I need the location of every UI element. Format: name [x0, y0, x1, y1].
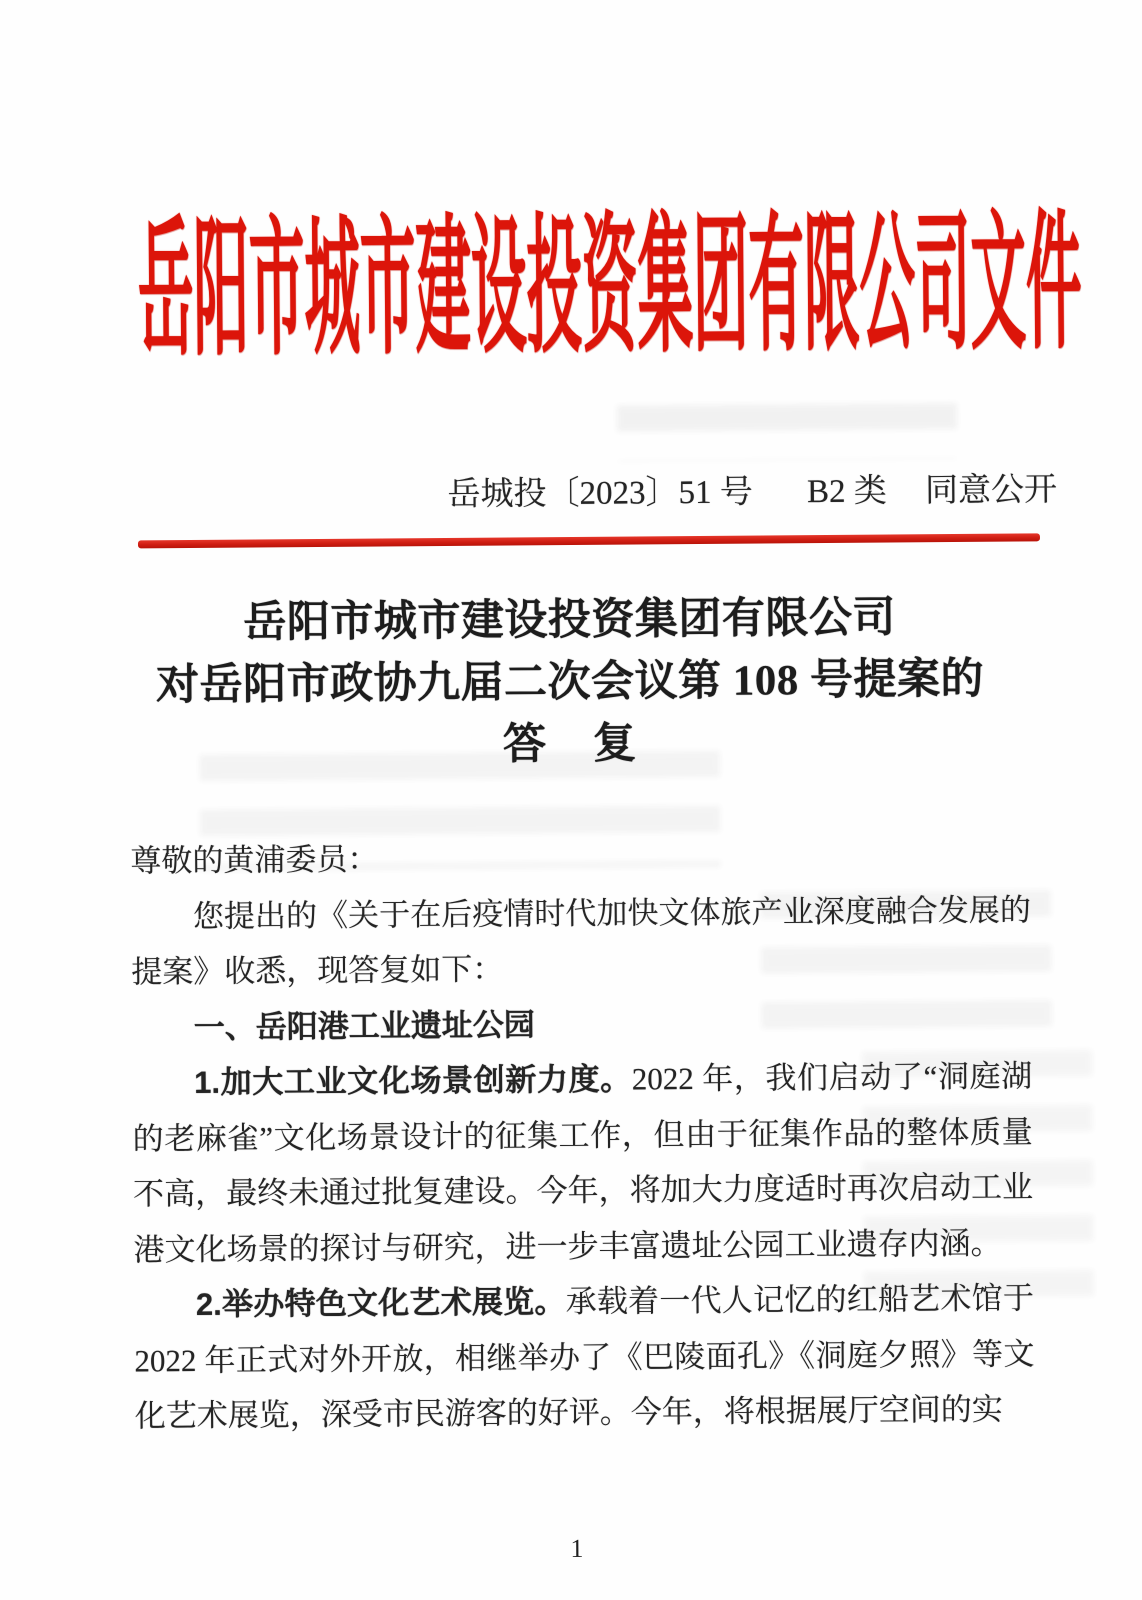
title-line-2: 对岳阳市政协九届二次会议第 108 号提案的	[155, 655, 985, 710]
document-body	[130, 826, 1035, 1444]
section-heading	[132, 993, 1032, 1056]
paragraph-text: 2022 年，我们启动了“洞庭湖的老麻雀”文化场景设计的征集工作，但由于征集作品的整体质量不高，最终未通过批复建设。今年，将加大力度适时再次启动工业港文化场景的探讨与研究，进一步丰富遗址公园工业遗存内涵。	[132, 1058, 1034, 1267]
page-number: 1	[570, 1533, 584, 1564]
title-line-1: 岳阳市城市建设投资集团有限公司	[243, 594, 897, 647]
title-line-3: 答 复	[502, 720, 639, 769]
paragraph-text: 一、岳阳港工业遗址公园	[193, 1006, 535, 1045]
document-number: 岳城投〔2023〕51 号	[447, 474, 753, 513]
body-paragraph	[132, 1048, 1034, 1277]
letterhead-title: 岳阳市城市建设投资集团有限公司文件	[137, 200, 1083, 375]
body-paragraph	[130, 826, 1030, 889]
paragraph-lead: 2.举办特色文化艺术展览。	[195, 1284, 566, 1322]
publicity-status: 同意公开	[924, 472, 1058, 510]
document-meta-line	[447, 470, 1057, 515]
document-title	[0, 586, 1142, 781]
red-separator-line	[138, 533, 1040, 548]
letterhead-banner	[137, 200, 1083, 381]
bleed-through-artifact	[617, 389, 958, 462]
paragraph-text: 尊敬的黄浦委员：	[130, 841, 379, 879]
classification-label: B2 类	[806, 473, 887, 511]
body-paragraph	[134, 1270, 1035, 1444]
paragraph-lead: 1.加大工业文化场景创新力度。	[194, 1061, 632, 1100]
body-paragraph	[131, 882, 1032, 1000]
paragraph-text: 承载着一代人记忆的红船艺术馆于 2022 年正式对外开放，相继举办了《巴陵面孔》《洞庭夕照》等文化艺术展览，深受市民游客的好评。今年，将根据展厅空间的实	[134, 1280, 1035, 1434]
paragraph-text: 您提出的《关于在后疫情时代加快文体旅产业深度融合发展的提案》收悉，现答复如下：	[131, 891, 1032, 990]
